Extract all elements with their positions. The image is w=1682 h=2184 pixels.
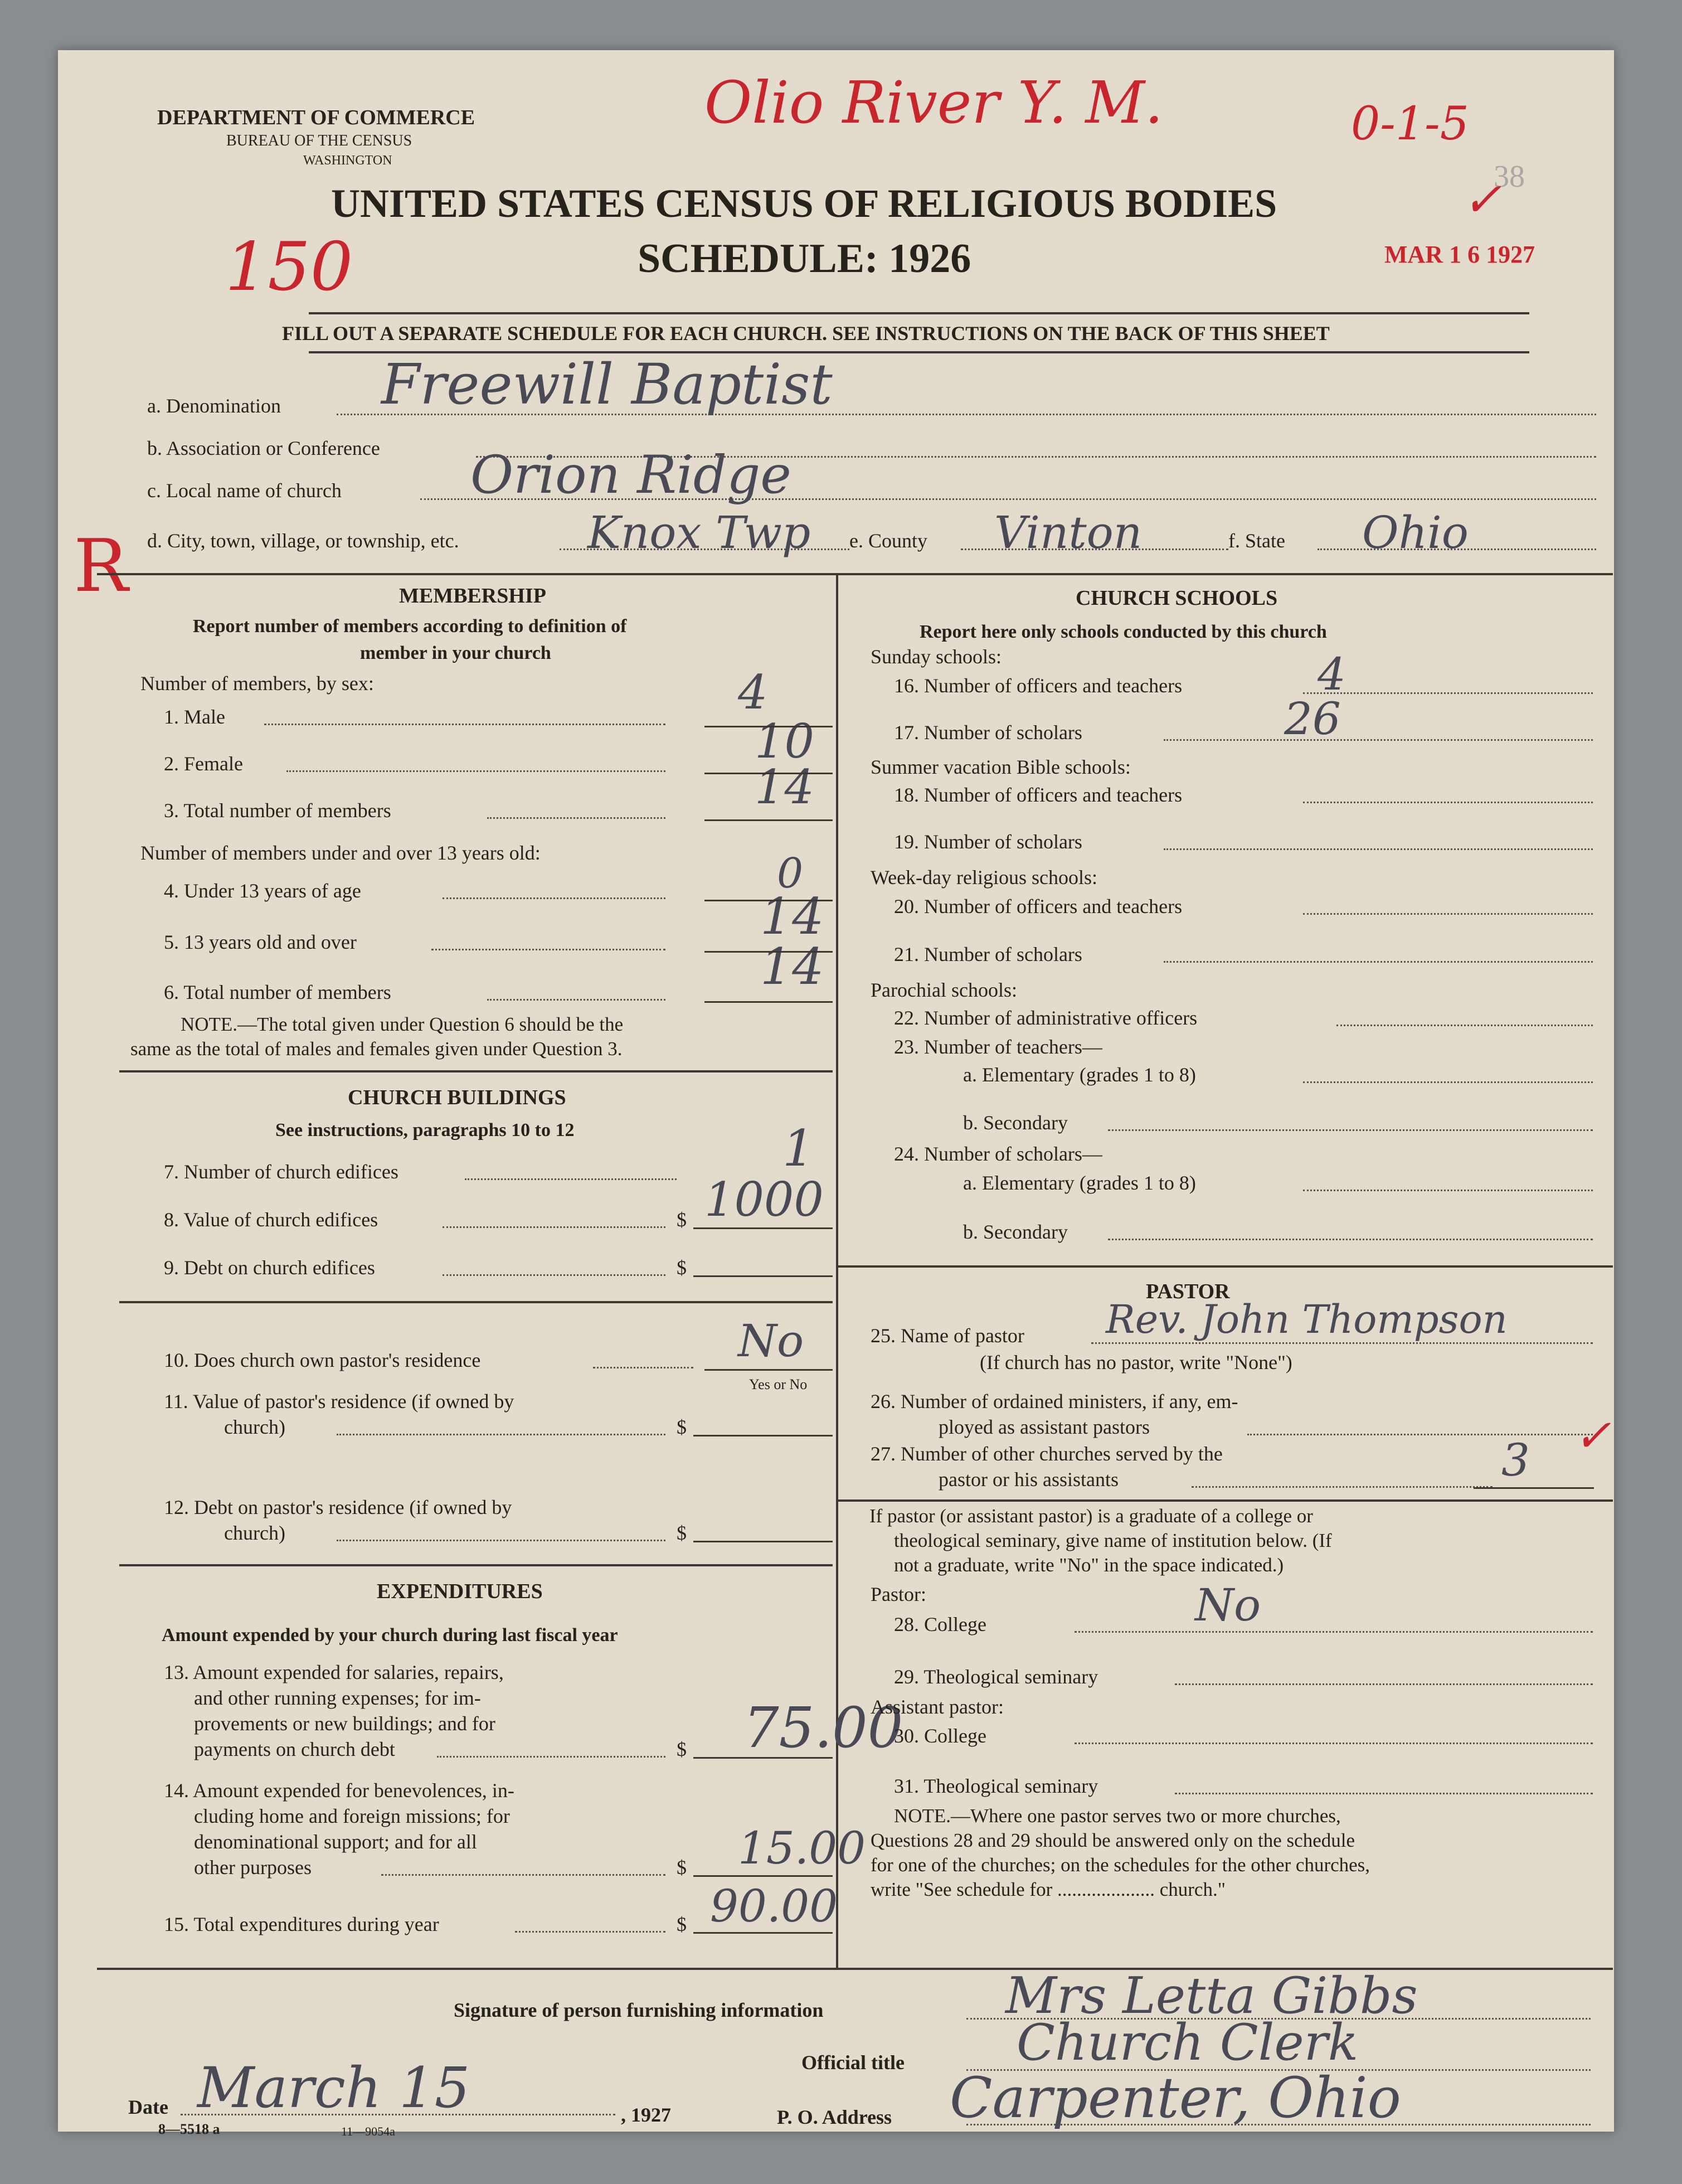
expenditures-instruction: Amount expended by your church during last fiscal year bbox=[162, 1625, 618, 1646]
q8-value: 1000 bbox=[704, 1172, 824, 1227]
q27-label-1: 27. Number of other churches served by the bbox=[871, 1443, 1223, 1465]
fill-out-instruction: FILL OUT A SEPARATE SCHEDULE FOR EACH CHURCH. SEE INSTRUCTIONS ON THE BACK OF THIS SHEET bbox=[282, 322, 1330, 344]
q9-dots bbox=[443, 1274, 665, 1276]
q2-female-label: 2. Female bbox=[164, 753, 243, 775]
answer-line-q2 bbox=[704, 773, 833, 774]
q21-dots bbox=[1164, 961, 1593, 963]
q11-dollar: $ bbox=[677, 1416, 687, 1438]
pastor-education-rule bbox=[838, 1499, 1613, 1502]
q27-dots bbox=[1192, 1486, 1493, 1488]
schools-instruction: Report here only schools conducted by this church bbox=[920, 622, 1327, 642]
official-title-value: Church Clerk bbox=[1017, 2013, 1359, 2072]
q18-dots bbox=[1303, 802, 1593, 803]
schools-heading: CHURCH SCHOOLS bbox=[1076, 586, 1278, 610]
city-label: d. City, town, village, or township, etc. bbox=[147, 530, 459, 552]
q13-dots bbox=[437, 1756, 665, 1758]
red-note-society: Olio River Y. M. bbox=[704, 69, 1164, 137]
pastor-rule bbox=[838, 1265, 1613, 1268]
county-value: Vinton bbox=[994, 507, 1143, 559]
q4-dots bbox=[443, 897, 665, 899]
q11-answer-line bbox=[693, 1435, 833, 1436]
bureau-city: WASHINGTON bbox=[303, 153, 392, 168]
expenditures-heading: EXPENDITURES bbox=[377, 1580, 543, 1603]
q10-value: No bbox=[738, 1315, 804, 1367]
date-label: Date bbox=[128, 2096, 168, 2118]
q9-answer-line bbox=[693, 1275, 833, 1277]
members-by-sex-label: Number of members, by sex: bbox=[140, 672, 374, 695]
membership-note-1: NOTE.—The total given under Question 6 should be the bbox=[181, 1013, 624, 1035]
city-value: Knox Twp bbox=[587, 507, 811, 559]
q7-value: 1 bbox=[782, 1119, 815, 1178]
answer-line-q5 bbox=[704, 951, 833, 953]
q7-dots bbox=[465, 1178, 677, 1180]
state-value: Ohio bbox=[1362, 507, 1469, 559]
q23a-dots bbox=[1303, 1081, 1593, 1083]
county-label: e. County bbox=[849, 530, 927, 552]
q24-label: 24. Number of scholars— bbox=[894, 1143, 1102, 1165]
membership-instruction-1: Report number of members according to definition of bbox=[193, 616, 627, 637]
q13-label-4: payments on church debt bbox=[194, 1738, 395, 1760]
weekday-schools-label: Week-day religious schools: bbox=[871, 866, 1098, 889]
q22-label: 22. Number of administrative officers bbox=[894, 1007, 1198, 1029]
q6-total-label: 6. Total number of members bbox=[164, 981, 391, 1003]
q28-label: 28. College bbox=[894, 1613, 986, 1635]
q24a-label: a. Elementary (grades 1 to 8) bbox=[963, 1172, 1196, 1194]
q24b-dots bbox=[1108, 1239, 1593, 1240]
q14-label-1: 14. Amount expended for benevolences, in- bbox=[164, 1779, 514, 1802]
q23b-label: b. Secondary bbox=[963, 1112, 1068, 1134]
q8-label: 8. Value of church edifices bbox=[164, 1209, 378, 1231]
q14-dollar: $ bbox=[677, 1856, 687, 1879]
q26-label-1: 26. Number of ordained ministers, if any, em- bbox=[871, 1390, 1238, 1413]
q11-label-2: church) bbox=[224, 1416, 285, 1438]
q15-answer-line bbox=[693, 1932, 833, 1934]
q19-dots bbox=[1164, 848, 1593, 850]
q27-answer-line bbox=[1474, 1487, 1594, 1489]
buildings-heading: CHURCH BUILDINGS bbox=[348, 1086, 566, 1109]
q12-dots bbox=[337, 1540, 665, 1541]
q13-label-3: provements or new buildings; and for bbox=[194, 1712, 495, 1735]
pastor-note-2: Questions 28 and 29 should be answered only on the schedule bbox=[871, 1829, 1355, 1851]
q12-label-1: 12. Debt on pastor's residence (if owned by bbox=[164, 1496, 512, 1518]
local-name-label: c. Local name of church bbox=[147, 479, 342, 502]
q21-label: 21. Number of scholars bbox=[894, 943, 1082, 965]
answer-line-q3 bbox=[704, 819, 833, 821]
q27-red-check: ✓ bbox=[1574, 1410, 1612, 1462]
q15-label: 15. Total expenditures during year bbox=[164, 1913, 439, 1935]
q1-male-label: 1. Male bbox=[164, 706, 225, 728]
header-rule-top bbox=[309, 312, 1529, 314]
membership-rule bbox=[119, 1070, 833, 1072]
department-name: DEPARTMENT OF COMMERCE bbox=[157, 106, 475, 129]
q14-label-4: other purposes bbox=[194, 1856, 312, 1879]
association-label: b. Association or Conference bbox=[147, 437, 380, 459]
q17-value: 26 bbox=[1284, 693, 1341, 745]
q14-label-3: denominational support; and for all bbox=[194, 1831, 477, 1853]
education-instr-3: not a graduate, write "No" in the space indicated.) bbox=[894, 1554, 1284, 1576]
q14-value: 15.00 bbox=[738, 1822, 866, 1874]
q7-label: 7. Number of church edifices bbox=[164, 1161, 398, 1183]
q16-value: 4 bbox=[1318, 648, 1346, 700]
official-title-label: Official title bbox=[801, 2051, 905, 2074]
signature-label: Signature of person furnishing information bbox=[454, 1999, 824, 2021]
pastor-note-4: write "See schedule for .................... church." bbox=[871, 1879, 1226, 1900]
schedule-year: SCHEDULE: 1926 bbox=[638, 236, 971, 282]
q29-label: 29. Theological seminary bbox=[894, 1666, 1098, 1688]
q15-dots bbox=[515, 1931, 665, 1933]
summer-schools-label: Summer vacation Bible schools: bbox=[871, 756, 1131, 778]
q3-dots bbox=[487, 817, 665, 819]
q30-dots bbox=[1075, 1743, 1593, 1744]
red-note-code: 0-1-5 bbox=[1351, 98, 1469, 151]
q8-dots bbox=[443, 1226, 665, 1228]
q11-label-1: 11. Value of pastor's residence (if owned by bbox=[164, 1390, 514, 1413]
red-checkmark: ✓ bbox=[1462, 172, 1502, 227]
form-number: 8—5518 a bbox=[158, 2121, 220, 2137]
signature-value: Mrs Letta Gibbs bbox=[1005, 1967, 1418, 2025]
q12-answer-line bbox=[693, 1541, 833, 1542]
membership-instruction-2: member in your church bbox=[360, 643, 551, 663]
pastor-note-1: NOTE.—Where one pastor serves two or more churches, bbox=[894, 1805, 1341, 1827]
q19-label: 19. Number of scholars bbox=[894, 831, 1082, 853]
expenditures-rule bbox=[119, 1564, 833, 1566]
membership-note-2: same as the total of males and females given under Question 3. bbox=[130, 1038, 623, 1060]
assistant-pastor-label: Assistant pastor: bbox=[871, 1696, 1004, 1718]
form-sequence-number: 38 bbox=[1494, 159, 1525, 194]
q20-dots bbox=[1303, 913, 1593, 915]
yes-or-no-hint: Yes or No bbox=[749, 1376, 808, 1392]
section-rule bbox=[97, 573, 1613, 575]
q26-label-2: ployed as assistant pastors bbox=[939, 1416, 1150, 1438]
q13-dollar: $ bbox=[677, 1738, 687, 1760]
q13-label-2: and other running expenses; for im- bbox=[194, 1687, 481, 1709]
buildings-rule bbox=[119, 1301, 833, 1303]
state-label: f. State bbox=[1228, 530, 1285, 552]
q11-dots bbox=[337, 1434, 665, 1435]
q8-dollar: $ bbox=[677, 1209, 687, 1231]
q1-male-value: 4 bbox=[738, 665, 768, 720]
red-note-r: R bbox=[74, 523, 128, 608]
date-value: March 15 bbox=[197, 2055, 470, 2120]
print-code: 11—9054a bbox=[341, 2124, 395, 2138]
q25-hint: (If church has no pastor, write "None") bbox=[980, 1351, 1292, 1374]
page-title: UNITED STATES CENSUS OF RELIGIOUS BODIES bbox=[331, 181, 1277, 226]
q29-dots bbox=[1175, 1683, 1593, 1685]
q13-label-1: 13. Amount expended for salaries, repairs, bbox=[164, 1661, 504, 1683]
q4-under13-label: 4. Under 13 years of age bbox=[164, 880, 361, 902]
q15-dollar: $ bbox=[677, 1913, 687, 1935]
q8-answer-line bbox=[693, 1227, 833, 1229]
pastor-note-3: for one of the churches; on the schedules for the other churches, bbox=[871, 1854, 1370, 1876]
q16-dots bbox=[1303, 692, 1593, 694]
q22-dots bbox=[1336, 1025, 1593, 1026]
q14-dots bbox=[381, 1874, 665, 1876]
q10-label: 10. Does church own pastor's residence bbox=[164, 1349, 481, 1371]
q10-answer-line bbox=[704, 1369, 833, 1371]
year-label: , 1927 bbox=[621, 2104, 671, 2126]
q14-answer-line bbox=[693, 1875, 833, 1877]
po-address-label: P. O. Address bbox=[777, 2106, 892, 2128]
q24b-label: b. Secondary bbox=[963, 1221, 1068, 1243]
q9-dollar: $ bbox=[677, 1256, 687, 1279]
sunday-schools-label: Sunday schools: bbox=[871, 646, 1002, 668]
q31-label: 31. Theological seminary bbox=[894, 1775, 1098, 1797]
q3-total-value: 14 bbox=[755, 760, 814, 814]
answer-line-q6 bbox=[704, 1001, 833, 1003]
q5-dots bbox=[431, 949, 665, 950]
membership-heading: MEMBERSHIP bbox=[399, 584, 546, 608]
local-name-value: Orion Ridge bbox=[470, 445, 791, 506]
q23-label: 23. Number of teachers— bbox=[894, 1036, 1102, 1058]
bureau-name: BUREAU OF THE CENSUS bbox=[226, 132, 412, 149]
q26-dots bbox=[1247, 1434, 1593, 1435]
q4-under13-value: 0 bbox=[777, 850, 804, 897]
po-address-value: Carpenter, Ohio bbox=[950, 2065, 1401, 2130]
q6-total-value: 14 bbox=[760, 938, 824, 996]
q28-dots bbox=[1075, 1631, 1593, 1633]
q25-dots bbox=[1091, 1342, 1593, 1344]
q25-label: 25. Name of pastor bbox=[871, 1324, 1024, 1347]
q14-label-2: cluding home and foreign missions; for bbox=[194, 1805, 510, 1827]
received-date-stamp: MAR 1 6 1927 bbox=[1384, 241, 1535, 268]
q18-label: 18. Number of officers and teachers bbox=[894, 784, 1183, 806]
q27-label-2: pastor or his assistants bbox=[939, 1468, 1119, 1491]
q13-value: 75.00 bbox=[743, 1695, 903, 1760]
q9-label: 9. Debt on church edifices bbox=[164, 1256, 375, 1279]
q12-label-2: church) bbox=[224, 1522, 285, 1544]
q16-label: 16. Number of officers and teachers bbox=[894, 674, 1183, 697]
pastor-sub-label: Pastor: bbox=[871, 1583, 927, 1605]
parochial-schools-label: Parochial schools: bbox=[871, 979, 1017, 1001]
q30-label: 30. College bbox=[894, 1725, 986, 1747]
education-instr-1: If pastor (or assistant pastor) is a graduate of a college or bbox=[869, 1505, 1313, 1527]
q6-dots bbox=[487, 999, 665, 1001]
answer-line-q4 bbox=[704, 900, 833, 901]
q12-dollar: $ bbox=[677, 1522, 687, 1544]
buildings-instruction: See instructions, paragraphs 10 to 12 bbox=[275, 1120, 575, 1140]
q23a-label: a. Elementary (grades 1 to 8) bbox=[963, 1064, 1196, 1086]
q1-dots bbox=[264, 724, 665, 725]
q28-value: No bbox=[1195, 1579, 1261, 1631]
answer-line-q1 bbox=[704, 726, 833, 727]
q27-value: 3 bbox=[1501, 1434, 1530, 1486]
denomination-value: Freewill Baptist bbox=[381, 352, 833, 417]
education-instr-2: theological seminary, give name of institution below. (If bbox=[894, 1530, 1332, 1551]
q24a-dots bbox=[1303, 1190, 1593, 1191]
q5-13over-value: 14 bbox=[760, 887, 824, 946]
red-note-number: 150 bbox=[225, 229, 353, 306]
denomination-label: a. Denomination bbox=[147, 395, 281, 417]
pastor-heading: PASTOR bbox=[1146, 1280, 1230, 1303]
q20-label: 20. Number of officers and teachers bbox=[894, 895, 1183, 918]
q5-13over-label: 5. 13 years old and over bbox=[164, 931, 357, 953]
q17-label: 17. Number of scholars bbox=[894, 721, 1082, 744]
q15-value: 90.00 bbox=[710, 1880, 838, 1932]
census-schedule-sheet bbox=[58, 50, 1614, 2138]
q17-dots bbox=[1164, 739, 1593, 741]
q2-dots bbox=[286, 770, 665, 772]
age-breakdown-label: Number of members under and over 13 years old: bbox=[140, 842, 541, 864]
q10-dots bbox=[593, 1367, 693, 1368]
q3-total-label: 3. Total number of members bbox=[164, 799, 391, 822]
q2-female-value: 10 bbox=[755, 714, 814, 769]
q31-dots bbox=[1175, 1793, 1593, 1794]
q25-value: Rev. John Thompson bbox=[1106, 1297, 1508, 1342]
q23b-dots bbox=[1108, 1129, 1593, 1131]
